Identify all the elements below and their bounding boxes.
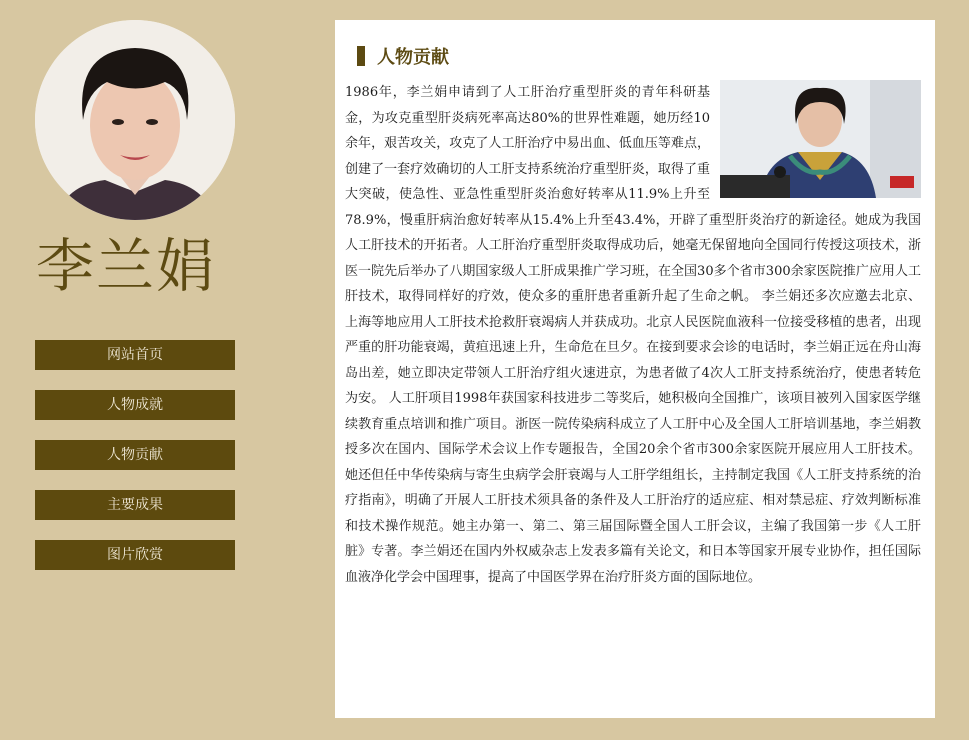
main-nav — [35, 340, 235, 590]
nav-item-achievements[interactable]: 人物成就 — [35, 390, 235, 420]
sidebar — [0, 0, 335, 740]
nav-item-gallery[interactable]: 图片欣赏 — [35, 540, 235, 570]
article-photo — [720, 80, 921, 198]
nav-item-home[interactable]: 网站首页 — [35, 340, 235, 370]
content-panel — [335, 20, 935, 718]
portrait-image — [35, 20, 235, 220]
article-paragraph: 1986年，李兰娟申请到了人工肝治疗重型肝炎的青年科研基金，为攻克重型肝炎病死率高达80%的世界性难题，她历经10余年，艰苦攻关，攻克了人工肝治疗中易出血、低血压等难点，创建了一套疗效确切的人工肝支持系统治疗重型肝炎，取得了重大突破，使急性、亚急性重型肝炎治愈好转率从11.9%上升至78.9%，慢重肝病治愈好转率从15.4%上升至43.4%，开辟了重型肝炎治疗的新途径。她成为我国人工肝技术的开拓者。人工肝治疗重型肝炎取得成功后，她毫无保留地向全国同行传授这项技术，浙医一院先后举办了八期国家级人工肝成果推广学习班，在全国30多个省市300余家医院推广应用人工肝技术，取得同样好的疗效，使众多的重肝患者重新升起了生命之帆。 李兰娟还多次应邀去北京、上海等地应用人工肝技术抢救肝衰竭病人并获成功。北京人民医院血液科一位接受移植的患者，出现严重的肝功能衰竭，黄疸迅速上升，生命危在旦夕。在接到要求会诊的电话时，李兰娟正远在舟山海岛出差，她立即决定带领人工肝治疗组火速进京，为患者做了4次人工肝支持系统治疗，使患者转危为安。 人工肝项目1998年获国家科技进步二等奖后，她积极向全国推广，该项目被列入国家医学继续教育重点培训和推广项目。浙医一院传染病科成立了人工肝中心及全国人工肝培训基地，李兰娟教授多次在国内、国际学术会议上作专题报告，全国20余个省市300余家医院开展应用人工肝技术。 她还但任中华传染病与寄生虫病学会肝衰竭与人工肝学组组长，主持制定我国《人工肝支持系统的治疗指南》，明确了开展人工肝技术须具备的条件及人工肝治疗的适应症、相对禁忌症、疗效判断标准和技术操作规范。她主办第一、第二、第三届国际暨全国人工肝会议，主编了我国第一步《人工肝脏》专著。李兰娟还在国内外权威杂志上发表多篇有关论文，和日本等国家开展专业协作，担任国际血液净化学会中国理事，提高了中国医学界在治疗肝炎方面的国际地位。 — [345, 85, 921, 585]
article-body — [345, 80, 921, 590]
section-heading — [357, 42, 921, 70]
person-name: 李兰娟 — [36, 232, 217, 300]
conference-photo — [720, 80, 921, 198]
section-title: 人物贡献 — [377, 47, 449, 68]
heading-marker-icon — [357, 46, 365, 66]
nav-item-contributions[interactable]: 人物贡献 — [35, 440, 235, 470]
nav-item-main-results[interactable]: 主要成果 — [35, 490, 235, 520]
avatar — [35, 20, 235, 220]
